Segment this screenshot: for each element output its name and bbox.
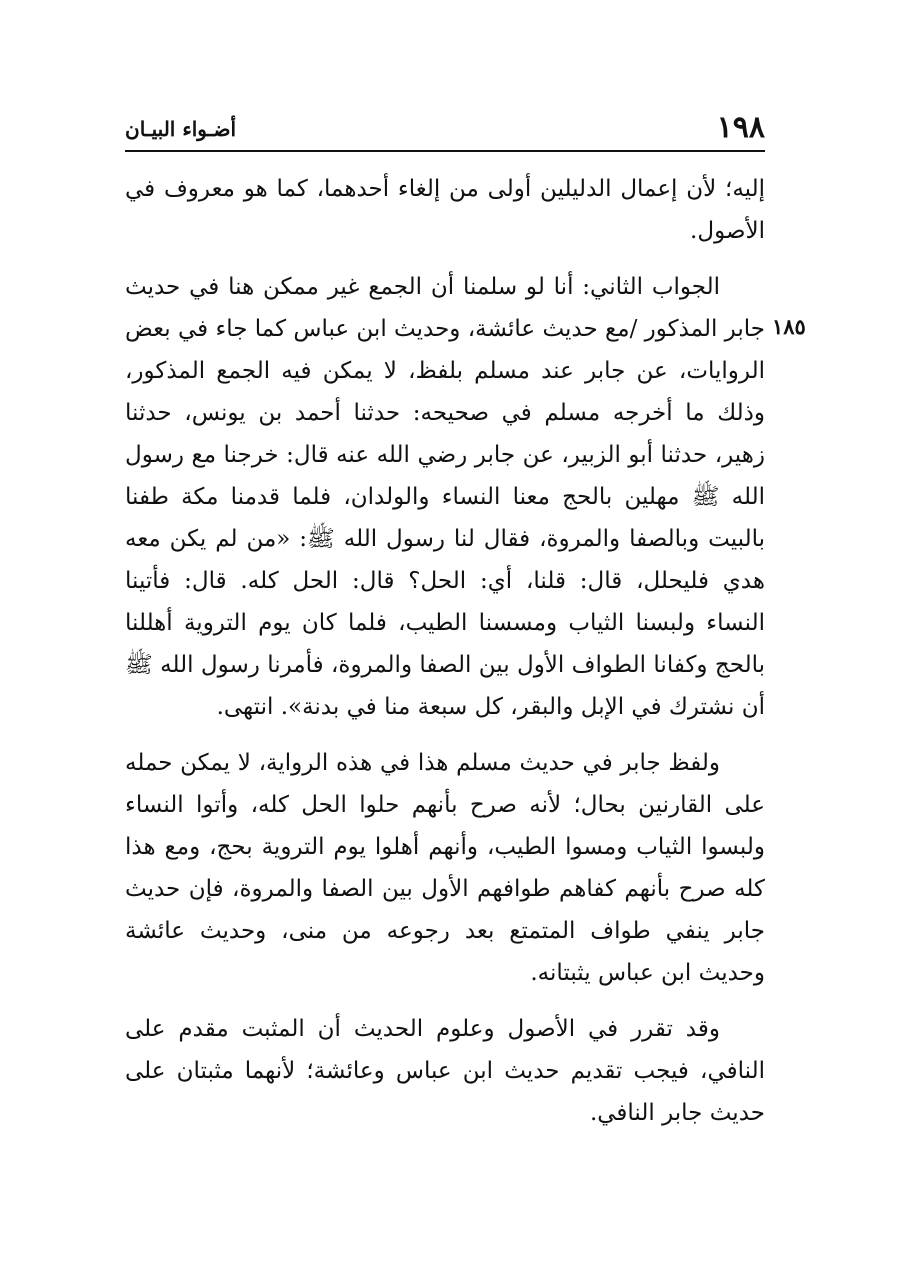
paragraph-second-answer: الجواب الثاني: أنا لو سلمنا أن الجمع غير ممكن هنا في حديث جابر المذكور /مع حديث عائشة، وحديث ابن عباس كما جاء في بعض الروايات، عن جابر عند مسلم بلفظ، لا يمكن فيه الجمع المذكور، وذلك ما أخرجه مسلم في صحيحه: حدثنا أحمد بن يونس، حدثنا زهير، حدثنا أبو الزبير، عن جابر رضي الله عنه قال: خرجنا مع رسول الله ﷺ مهلين بالحج معنا النساء والولدان، فلما قدمنا مكة طفنا بالبيت وبالصفا والمروة، فقال لنا رسول الله ﷺ: «من لم يكن معه هدي فليحلل، قال: قلنا، أي: الحل؟ قال: الحل كله. قال: فأتينا النساء ولبسنا الثياب ومسسنا الطيب، فلما كان يوم التروية أهللنا بالحج وكفانا الطواف الأول بين الصفا والمروة، فأمرنا رسول الله ﷺ أن نشترك في الإبل والبقر، كل سبعة منا في بدنة». انتهى. <box>124 274 765 720</box>
running-title: أضـواء البيـان <box>125 117 237 141</box>
paragraph-jabir-wording: ولفظ جابر في حديث مسلم هذا في هذه الرواية، لا يمكن حمله على القارنين بحال؛ لأنه صرح بأنهم حلوا الحل كله، وأتوا النساء ولبسوا الثياب ومسوا الطيب، وأنهم أهلوا يوم التروية بحج، ومع هذا كله صرح بأنهم كفاهم طوافهم الأول بين الصفا والمروة، فإن حديث جابر ينفي طواف المتمتع بعد رجوعه من منى، وحديث عائشة وحديث ابن عباس يثبتانه. <box>125 750 765 986</box>
body-text <box>125 168 765 1134</box>
paragraph-continuation: إليه؛ لأن إعمال الدليلين أولى من إلغاء أحدهما، كما هو معروف في الأصول. <box>125 176 765 244</box>
paragraph-conclusion: وقد تقرر في الأصول وعلوم الحديث أن المثبت مقدم على النافي، فيجب تقديم حديث ابن عباس وعائشة؛ لأنهما مثبتان على حديث جابر النافي. <box>125 1016 765 1126</box>
margin-page-marker: ١٨٥ <box>772 314 806 339</box>
header-divider <box>125 150 765 152</box>
page-header <box>125 108 765 148</box>
page-number: ١٩٨ <box>716 110 765 145</box>
